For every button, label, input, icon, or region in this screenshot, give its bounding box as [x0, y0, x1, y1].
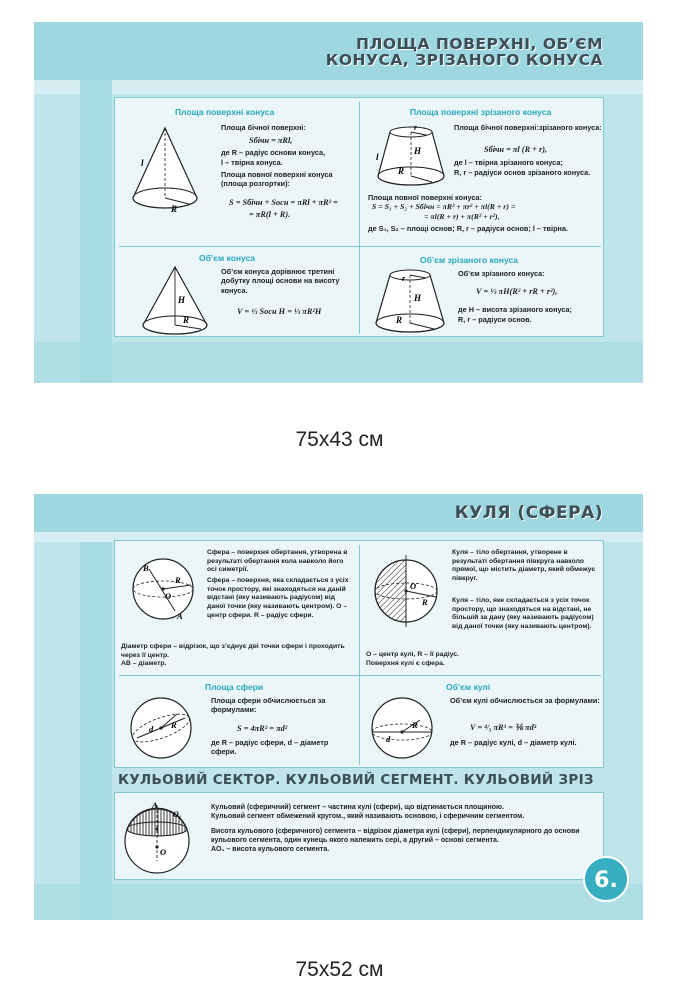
side-band	[80, 80, 112, 383]
segment-label-a: A	[152, 801, 158, 810]
cell-sphere	[115, 541, 359, 675]
frustum-volume-figure	[370, 267, 450, 337]
cell-sphere-area	[115, 676, 359, 769]
frustum-label-R: R	[398, 166, 405, 176]
frustum-surface-text-1	[454, 123, 602, 134]
poster-title	[326, 36, 603, 69]
cone-surface-text-2	[221, 148, 357, 190]
cell-cone-volume	[115, 247, 359, 338]
sphere-t4: AB – діаметр.	[121, 660, 167, 668]
sphere-panel	[114, 540, 604, 768]
frustum-surface-t3: R, r – радіуси основ зрізаного конуса.	[454, 168, 591, 178]
cell-ball	[360, 541, 605, 675]
segment-t4: AO₁ – висота кульового сегмента.	[211, 846, 330, 854]
sphere-figure	[125, 555, 203, 625]
frustum-volume-text-2	[458, 305, 602, 327]
segment-t3: Висота кульового (сферичного) сегмента – відрізок діаметра кулі (сфери), перпендикулярного до основи кульового сегмента, один кунець якого належить сері, а другий – основі сегмента.	[211, 828, 580, 845]
size-label-1: 75x43 см	[295, 428, 384, 451]
title-line-1: ПЛОЩА ПОВЕРХНІ, ОБ’ЄМ	[355, 35, 603, 53]
cell-cone-surface	[115, 98, 359, 246]
sphere-t3: Діаметр сфери – відрізок, що з’єднує дві точки сфери і проходить через її центр.	[121, 643, 345, 659]
sphere-area-figure	[127, 692, 197, 762]
cell-ball-volume	[360, 676, 605, 769]
cone-surface-f3: = πR(l + R).	[249, 210, 291, 219]
cone-volume-t1: Об’єм конуса дорівнює третині добутку площі основи на висоту конуса.	[221, 267, 340, 295]
ball-t3: O – центр кулі, R – її радіус.	[366, 651, 459, 658]
sphere-area-t1: Площа сфери обчислюється за формулами:	[211, 696, 326, 715]
frustum-volume-label-r: r	[402, 274, 406, 283]
ball-volume-text-2	[450, 738, 600, 749]
cone-surface-heading: Площа поверхні конуса	[175, 107, 275, 117]
ball-figure	[370, 555, 444, 627]
ball-t4: Поверхня кулі є сфера.	[366, 659, 445, 667]
frustum-surface-f3: = πl(R + r) + π(R² + r²),	[424, 212, 500, 221]
segment-label-o: O	[160, 847, 167, 857]
frustum-volume-text-1	[458, 269, 602, 280]
ball-t2: Куля – тіло, яке складається з усіх точок простору, що знаходяться на відстані, не більшій за дану (яку називають радіусом) від даної точки (яку називають центром).	[452, 597, 594, 631]
ball-text-2	[452, 597, 602, 634]
header-stripe	[34, 80, 643, 94]
sphere-label-b: B	[143, 563, 149, 573]
cone-surface-t4: Площа повної поверхні конуса (площа розгортки):	[221, 169, 333, 188]
ball-volume-label-d: d	[386, 734, 391, 744]
ball-text-3	[366, 651, 602, 670]
cone-volume-figure	[135, 265, 215, 337]
ball-label-o: O	[410, 581, 417, 591]
ball-volume-text-1	[450, 696, 600, 707]
sphere-label-a: A	[177, 611, 183, 621]
ball-volume-f1: V = ⁴⁄₃ πR³ = ⅙ πd³	[470, 723, 537, 732]
segment-label-o1: O₁	[173, 810, 182, 819]
cone-label-l: l	[141, 158, 144, 168]
page-number-badge: 6.	[583, 856, 629, 902]
frustum-surface-text-2	[454, 158, 602, 180]
cone-surface-t1: Площа бічної поверхні:	[221, 123, 306, 132]
ball-text-1	[452, 549, 602, 586]
formula-panel	[114, 97, 604, 337]
bottom-band	[34, 342, 643, 383]
ball-volume-figure	[368, 692, 438, 762]
title-line-2: КОНУСА, ЗРІЗАНОГО КОНУСА	[325, 51, 603, 70]
ball-volume-label-r: R	[412, 720, 418, 730]
frustum-surface-text-4	[368, 224, 602, 235]
frustum-figure	[374, 124, 448, 190]
size-label-2: 75x52 см	[295, 958, 384, 981]
bottom-band-2	[34, 884, 643, 920]
frustum-label-h: H	[414, 146, 422, 156]
ball-volume-t1: Об’єм кулі обчислюється за формулами:	[450, 696, 600, 705]
cone-surface-f2: S = Sбічн + Sосн = πRl + πR² =	[229, 198, 338, 207]
cone-label-r: R	[171, 204, 178, 214]
sphere-text-1	[207, 549, 355, 623]
cone-volume-f1: V = ⅓ Sосн H = ⅓ πR²H	[237, 307, 322, 316]
frustum-volume-heading: Об’єм зрізаного конуса	[420, 255, 519, 265]
sphere-t2: Сфера – поверхня, яка складається з усіх точок простору, які знаходяться на даній відстані (яку називають радіусом) від даної точки (яку називають центром). O – центр сфери. R – радіус сфери.	[207, 577, 349, 619]
frustum-label-r: r	[414, 124, 418, 132]
segment-t2: Кульовий сегмент обмежений кругом., який називають основою, і сферичним сегментом.	[211, 813, 525, 821]
section-3-title: КУЛЬОВИЙ СЕКТОР. КУЛЬОВИЙ СЕГМЕНТ. КУЛЬОВИЙ ЗРІЗ	[118, 772, 594, 788]
frustum-volume-label-R: R	[396, 315, 403, 325]
frustum-surface-t2: де l – твірна зрізаного конуса;	[454, 158, 563, 167]
frustum-surface-t4: Площа повної поверхні конуса:	[368, 193, 482, 202]
sphere-label-o: O	[165, 591, 172, 601]
frustum-volume-label-h: H	[414, 293, 422, 303]
cell-frustum-volume	[360, 247, 605, 338]
sphere-area-text-1	[211, 696, 355, 717]
frustum-surface-heading: Площа поверхні зрізаного конуса	[410, 107, 552, 117]
cone-volume-label-h: H	[178, 295, 186, 305]
sphere-t1: Сфера – поверхня обертання, утворена в результаті обертання кола навколо його осі симетрії.	[207, 549, 348, 574]
cone-surface-text-1	[221, 123, 357, 134]
cone-volume-label-r: R	[183, 315, 190, 325]
cone-surface-f1: Sбічн = πRl,	[249, 136, 293, 145]
sphere-area-f1: S = 4πR² = πd²	[237, 724, 288, 733]
sphere-area-t2: де R – радіус сфери, d – діаметр сфери.	[211, 738, 329, 757]
ball-label-r: R	[422, 597, 428, 607]
segment-figure	[121, 801, 195, 877]
cone-figure	[127, 124, 207, 214]
sphere-area-heading: Площа сфери	[205, 682, 264, 692]
segment-panel	[114, 792, 604, 880]
cell-frustum-surface	[360, 98, 605, 246]
sphere-area-label-r: R	[171, 720, 177, 730]
segment-t1: Кульовий (сферичний) сегмент – частина кулі (сфери), що відтинається площиною.	[211, 804, 504, 811]
frustum-volume-t3: R, r – радіуси основ.	[458, 315, 532, 325]
frustum-volume-f1: V = ⅓ πH(R² + rR + r²),	[476, 287, 558, 296]
frustum-label-l: l	[376, 152, 379, 162]
sphere-text-2	[121, 643, 357, 671]
side-band-2	[80, 542, 112, 920]
frustum-volume-t2: де H – висота зрізаного конуса;	[458, 305, 572, 314]
segment-text	[211, 803, 591, 856]
cone-volume-text	[221, 267, 357, 297]
sphere-area-text-2	[211, 738, 355, 759]
poster-sphere	[34, 494, 643, 920]
sphere-label-r: R	[175, 575, 181, 585]
poster-2-title: КУЛЯ (СФЕРА)	[454, 503, 603, 523]
frustum-surface-f2: S = S₁ + S₂ + Sбічн = πR² + πr² + πl(R + r) =	[372, 202, 516, 211]
frustum-surface-f1: Sбічн = πl (R + r),	[484, 145, 548, 154]
sphere-area-label-d: d	[149, 724, 154, 734]
cone-surface-t3: l – твірна конуса.	[221, 158, 283, 168]
frustum-surface-t1: Площа бічної поверхні:зрізаного конуса:	[454, 123, 602, 132]
frustum-surface-t5: де S₁, S₂ – площі основ; R, r – радіуси основ; l – твірна.	[368, 224, 569, 233]
cone-volume-heading: Об’єм конуса	[199, 253, 256, 263]
ball-t1: Куля – тіло обертання, утворене в результаті обертання півкруга навколо прямої, що містить діаметр, який обмежує півкруг.	[452, 549, 596, 583]
poster-cone	[34, 22, 643, 383]
frustum-volume-t1: Об’єм зрізаного конуса:	[458, 269, 545, 278]
ball-volume-heading: Об’єм кулі	[446, 682, 491, 692]
cone-surface-t2: де R – радіус основи конуса,	[221, 148, 326, 157]
ball-volume-t2: де R – радіус кулі, d – діаметр кулі.	[450, 738, 577, 747]
